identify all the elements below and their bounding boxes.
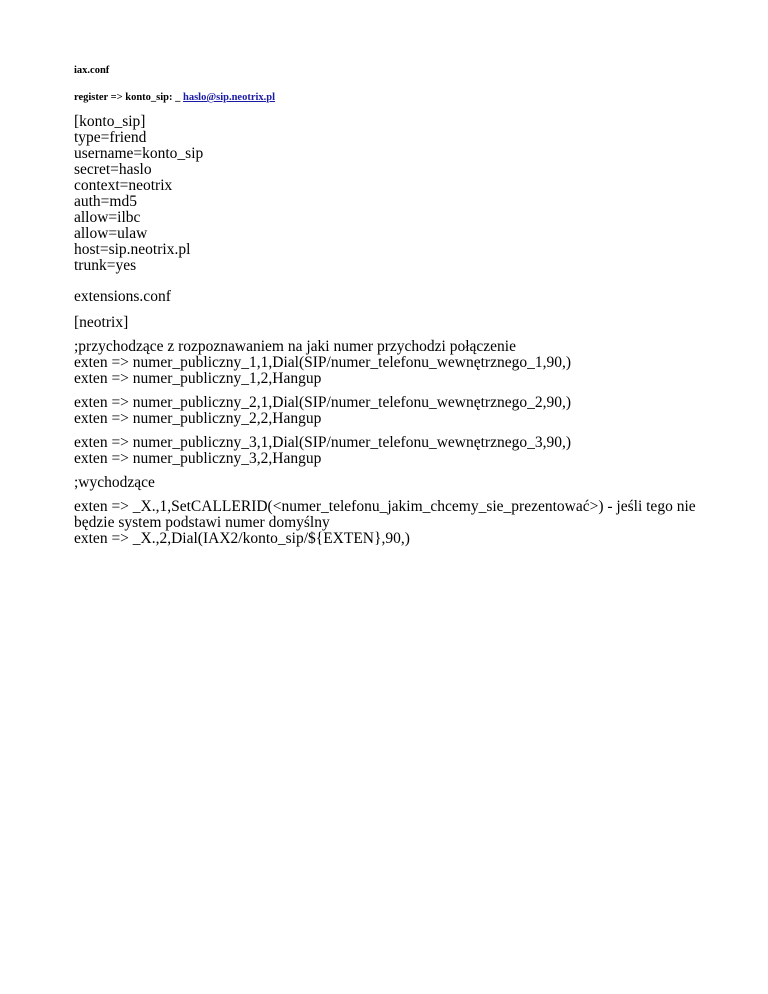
- extensions-block: [74, 289, 734, 547]
- register-prefix: register => konto_sip:: [74, 92, 173, 103]
- extensions-context: [neotrix]: [74, 314, 129, 331]
- outgoing-comment: ;wychodzące: [74, 474, 155, 491]
- peer-line-allow-ulaw: allow=ulaw: [74, 225, 148, 242]
- peer-line-section: [konto_sip]: [74, 113, 146, 130]
- exten-line: exten => numer_publiczny_1,1,Dial(SIP/numer_telefonu_wewnętrznego_1,90,): [74, 354, 571, 371]
- exten-line-dial-iax2: exten => _X.,2,Dial(IAX2/konto_sip/${EXTEN},90,): [74, 530, 410, 547]
- peer-line-trunk: trunk=yes: [74, 257, 137, 274]
- spacer: [74, 274, 734, 289]
- peer-line-type: type=friend: [74, 129, 147, 146]
- incoming-comment: ;przychodzące z rozpoznawaniem na jaki numer przychodzi połączenie: [74, 338, 516, 355]
- peer-line-username: username=konto_sip: [74, 145, 204, 162]
- extensions-conf-title: extensions.conf: [74, 288, 171, 305]
- register-line: [74, 91, 734, 104]
- peer-line-secret: secret=haslo: [74, 161, 152, 178]
- exten-line: exten => numer_publiczny_1,2,Hangup: [74, 370, 322, 387]
- exten-line: exten => numer_publiczny_2,2,Hangup: [74, 410, 322, 427]
- register-link[interactable]: haslo@sip.neotrix.pl: [183, 92, 276, 103]
- exten-line: exten => numer_publiczny_2,1,Dial(SIP/numer_telefonu_wewnętrznego_2,90,): [74, 394, 571, 411]
- iax-conf-title: iax.conf: [74, 65, 110, 76]
- document-page: [74, 64, 734, 547]
- exten-line: exten => numer_publiczny_3,2,Hangup: [74, 450, 322, 467]
- peer-line-host: host=sip.neotrix.pl: [74, 241, 191, 258]
- exten-line: exten => numer_publiczny_3,1,Dial(SIP/numer_telefonu_wewnętrznego_3,90,): [74, 434, 571, 451]
- peer-line-context: context=neotrix: [74, 177, 173, 194]
- spacer: [74, 305, 734, 315]
- peer-line-allow-ilbc: allow=ilbc: [74, 209, 141, 226]
- spacer: [74, 467, 734, 475]
- register-separator: _: [175, 92, 181, 103]
- peer-line-auth: auth=md5: [74, 193, 137, 210]
- iax-peer-block: [74, 114, 734, 274]
- exten-line-setcallerid: exten => _X.,1,SetCALLERID(<numer_telefonu_jakim_chcemy_sie_prezentować>) - jeśli tego nie będzie system podstawi numer domyślny: [74, 498, 696, 531]
